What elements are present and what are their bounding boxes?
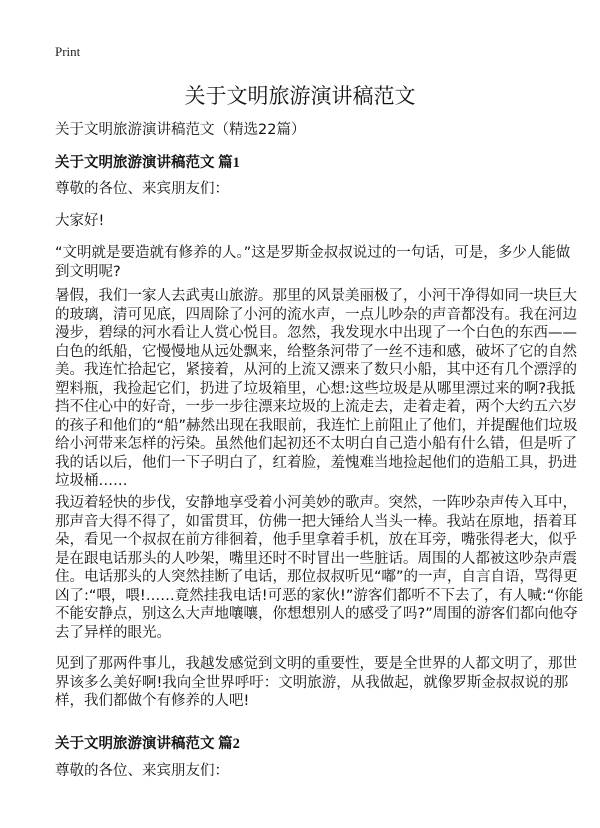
text-line: 我的话以后，他们一下子明白了，红着脸，羞愧难当地捡起他们的造船工具，扔进 xyxy=(55,454,577,471)
document-subtitle: 关于文明旅游演讲稿范文（精选22篇） xyxy=(55,122,306,138)
paragraph xyxy=(55,762,545,781)
text-line: 我迈着轻快的步伐，安静地享受着小河美妙的歌声。突然，一阵吵杂声传入耳中， xyxy=(55,495,577,511)
text-line: 垃圾桶…… xyxy=(55,473,128,489)
text-line: 白色的纸船，它慢慢地从远处飘来，给整条河带了一丝不违和感，破坏了它的自然 xyxy=(55,343,577,360)
text-line: 凶了:“喂，喂!……竟然挂我电话!可恶的家伙!”游客们都听不下去了，有人喊:“你能 xyxy=(55,587,584,604)
text-line: 住。电话那头的人突然挂断了电话，那位叔叔听见“嘟”的一声，自言自语，骂得更 xyxy=(55,569,578,585)
text-line: 漫步，碧绿的河水看让人赏心悦目。忽然，我发现水中出现了一个白色的东西—— xyxy=(55,325,577,341)
text-line: 的玻璃，清可见底，四周除了小河的流水声，一点儿吵杂的声音都没有。我在河边 xyxy=(55,306,577,323)
text-line: 暑假，我们一家人去武夷山旅游。那里的风景美丽极了，小河干净得如同一块巨大 xyxy=(55,288,577,304)
text-line: 到文明呢? xyxy=(55,263,121,280)
paragraph xyxy=(55,244,571,281)
text-line: 朵，看见一个叔叔在前方徘徊着，他手里拿着手机，放在耳旁，嘴张得老大，似乎 xyxy=(55,532,577,548)
section-2-heading: 关于文明旅游演讲稿范文 篇2 xyxy=(55,736,240,752)
text-line: 样，我们都做个有修养的人吧! xyxy=(55,693,250,709)
text-line: 的孩子和他们的“船”赫然出现在我眼前，我连忙上前阻止了他们，并提醒他们垃圾 xyxy=(55,417,578,434)
text-line: 尊敬的各位、来宾朋友们： xyxy=(55,763,229,779)
document-title: 关于文明旅游演讲稿范文 xyxy=(184,84,416,108)
text-line: 美。我连忙拾起它，紧接着，从河的上流又漂来了数只小船，其中还有几个漂浮的 xyxy=(55,362,577,378)
text-line: “文明就是要造就有修养的人。”这是罗斯金叔叔说过的一句话，可是，多少人能做 xyxy=(55,245,571,261)
text-line: 不能安静点，别这么大声地嚷嚷，你想想别人的感受了吗?”周围的游客们都向他夺 xyxy=(55,606,578,622)
text-line: 挡不住心中的好奇，一步一步往漂来垃圾的上流走去，走着走着，两个大约五六岁 xyxy=(55,399,577,415)
text-line: 界该多么美好啊!我向全世界呼吁：文明旅游，从我做起，就像罗斯金叔叔说的那 xyxy=(55,674,569,691)
print-link[interactable]: Print xyxy=(55,44,81,59)
paragraph xyxy=(55,287,578,491)
text-line: 是在跟电话那头的人吵架，嘴里还时不时冒出一些脏话。周围的人都被这吵杂声震 xyxy=(55,550,577,567)
text-line: 那声音大得不得了，如雷贯耳，仿佛一把大锤给人当头一棒。我站在原地，捂着耳 xyxy=(55,513,577,530)
paragraph xyxy=(55,180,545,199)
text-line: 见到了那两件事儿，我越发感觉到文明的重要性，要是全世界的人都文明了，那世 xyxy=(55,656,577,672)
text-line: 给小河带来怎样的污染。虽然他们起初还不太明白自己造小船有什么错，但是听了 xyxy=(55,436,577,452)
section-1-heading: 关于文明旅游演讲稿范文 篇1 xyxy=(55,155,240,171)
paragraph xyxy=(55,212,545,231)
paragraph xyxy=(55,494,584,642)
paragraph xyxy=(55,655,577,711)
text-line: 大家好! xyxy=(55,213,105,229)
text-line: 塑料瓶，我捡起它们，扔进了垃圾箱里，心想:这些垃圾是从哪里漂过来的啊?我抵 xyxy=(55,380,576,397)
text-line: 尊敬的各位、来宾朋友们： xyxy=(55,181,229,197)
text-line: 去了异样的眼光。 xyxy=(55,624,171,641)
